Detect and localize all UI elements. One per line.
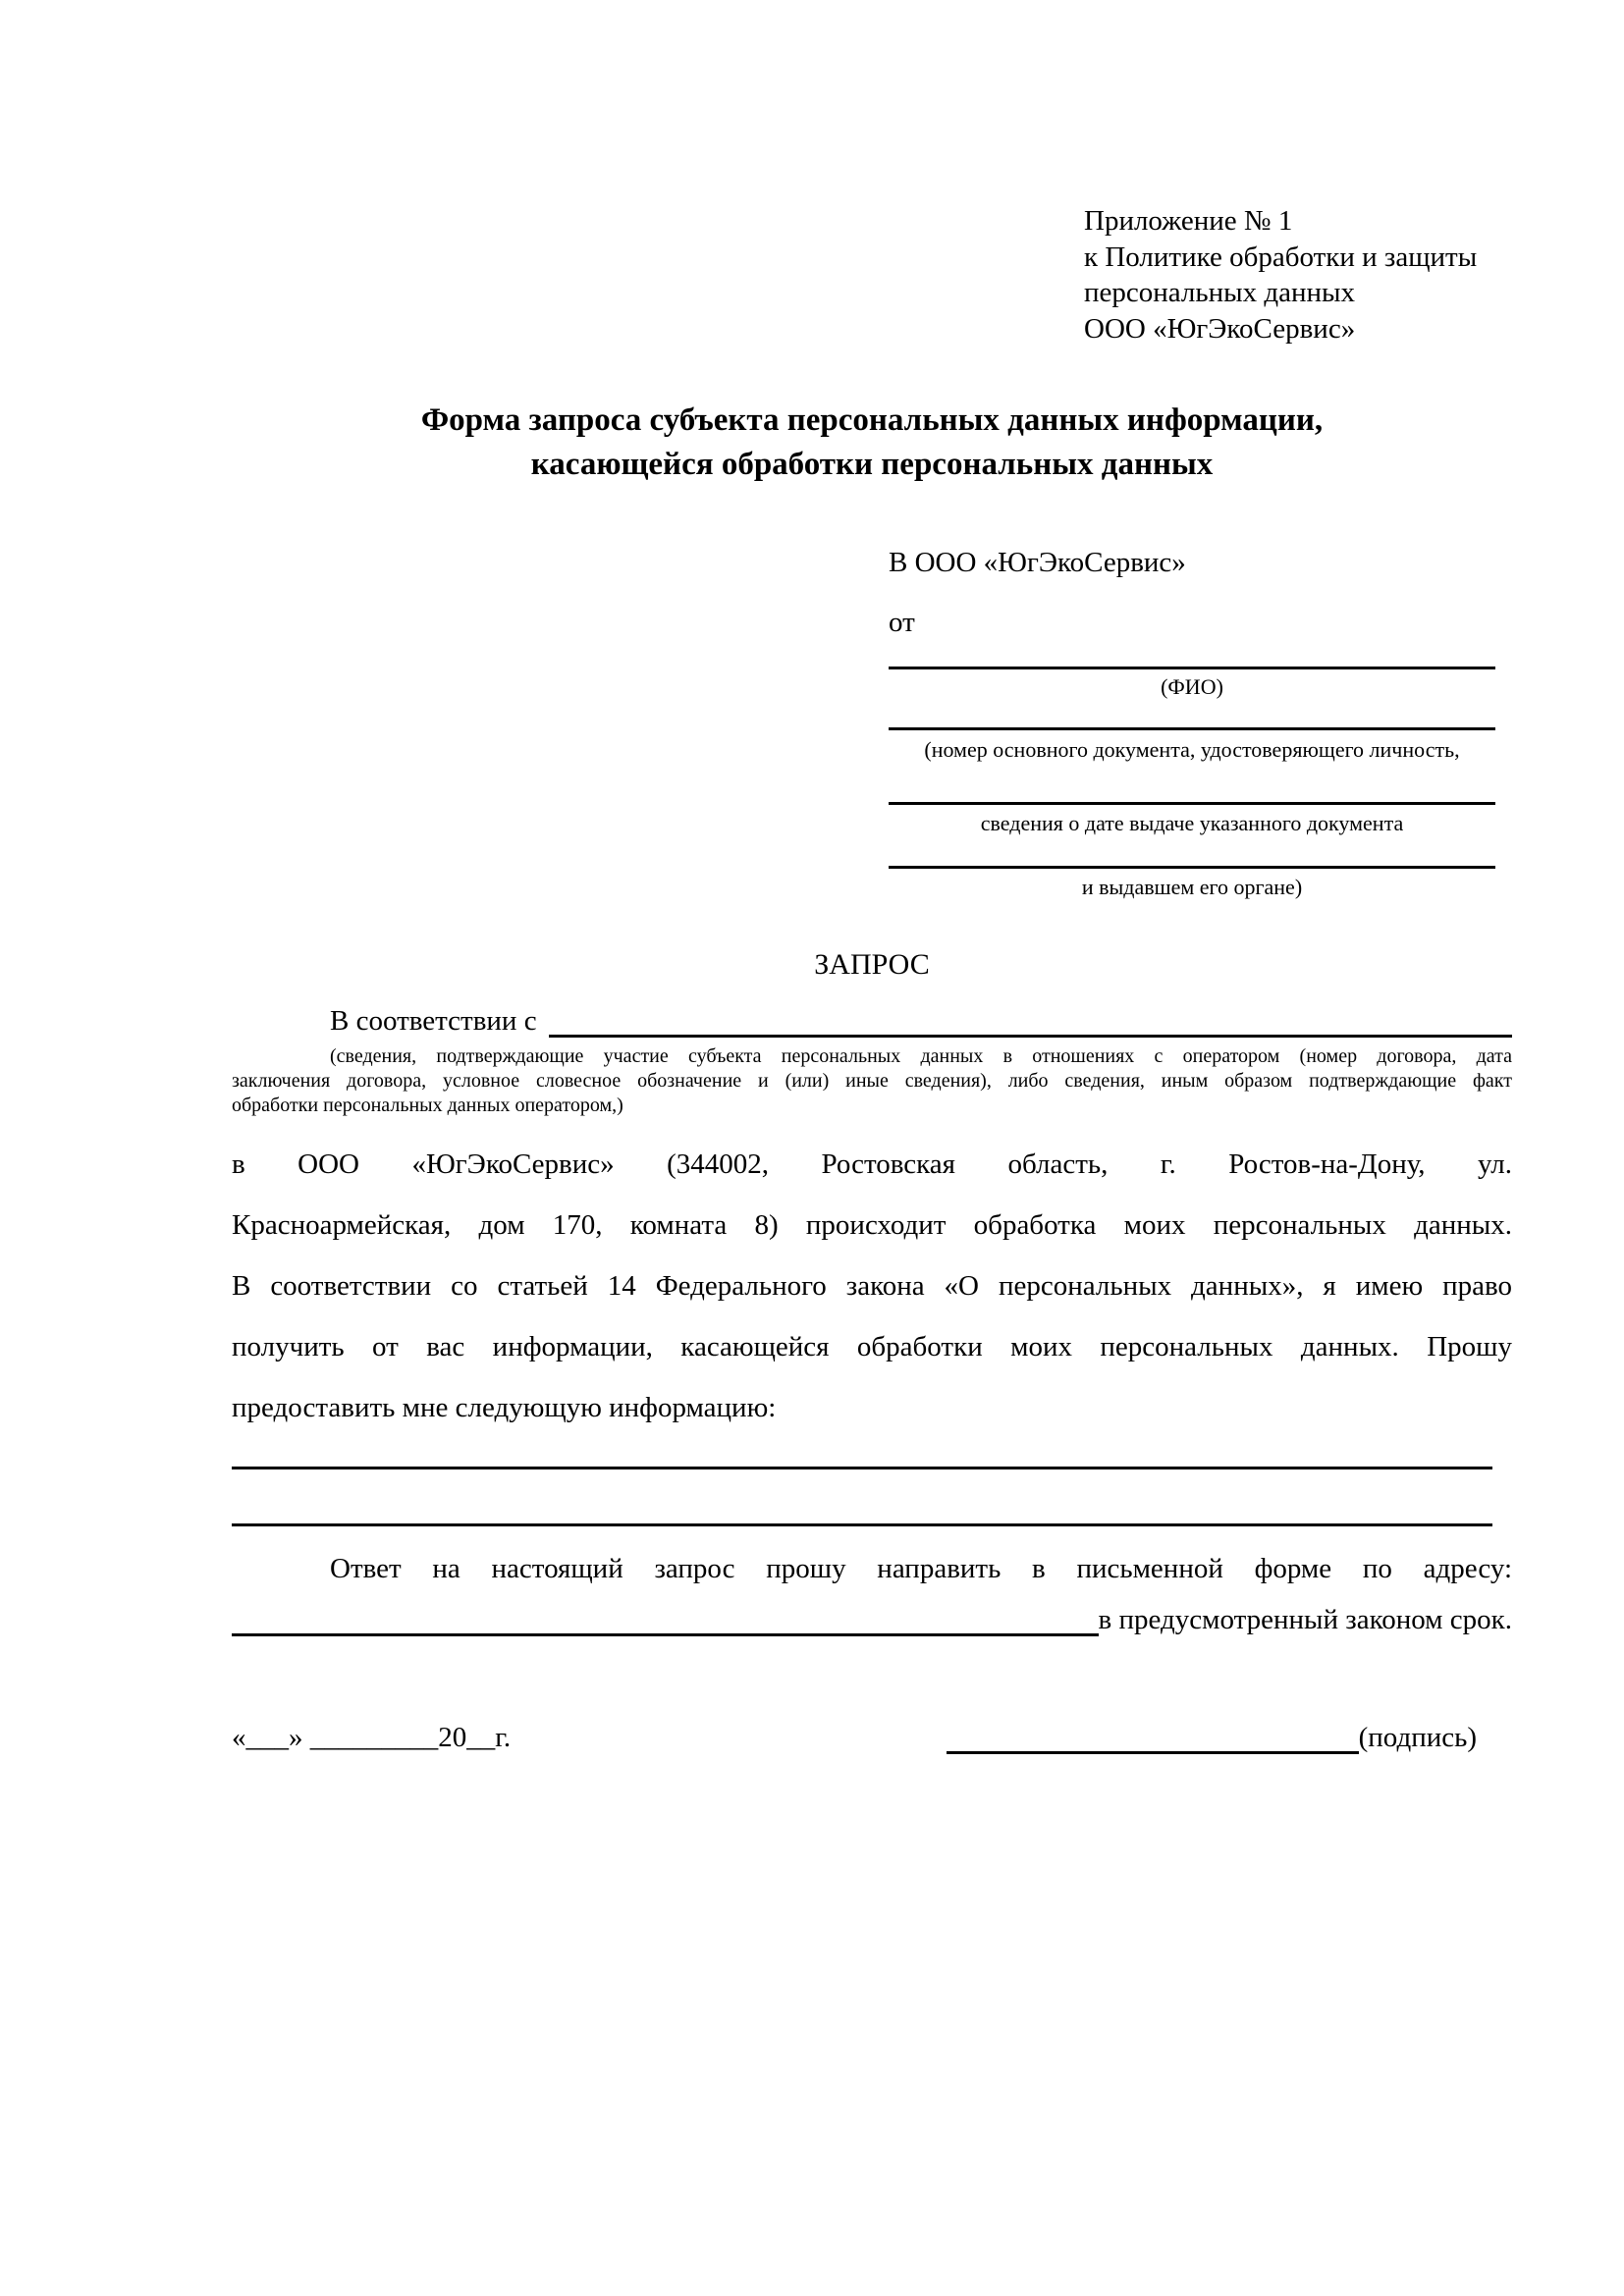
date-field: «___» _________20__г. (232, 1722, 512, 1753)
appendix-header-line: персональных данных (1084, 277, 1356, 308)
note-line: обработки персональных данных оператором,) (232, 1095, 623, 1116)
reply-request-text: Ответ на настоящий запрос прошу направить в письменной форме по адресу: (330, 1553, 1512, 1584)
address-field-line (232, 1598, 1099, 1636)
issue-date-field-caption: сведения о дате выдаче указанного документа (980, 811, 1404, 835)
basis-field-line (549, 999, 1512, 1038)
body-line: в ООО «ЮгЭкоСервис» (344002, Ростовская область, г. Ростов-на-Дону, ул. (232, 1148, 1512, 1180)
address-row (232, 1598, 1512, 1641)
signature-field-line (947, 1716, 1359, 1754)
appendix-header-line: ООО «ЮгЭкоСервис» (1084, 312, 1356, 345)
reply-suffix-label: в предусмотренный законом срок. (1098, 1604, 1512, 1635)
appendix-header-line: к Политике обработки и защиты (1084, 240, 1478, 273)
info-field-line (232, 1523, 1492, 1526)
document-title-line: касающейся обработки персональных данных (530, 447, 1214, 482)
request-body (232, 1134, 1512, 1438)
footer-row (232, 1716, 1512, 1759)
note-line: заключения договора, условное словесное обозначение и (или) иные сведения), либо сведения, иным образом подтверждающие факт (232, 1070, 1512, 1092)
fio-field-caption: (ФИО) (1161, 674, 1223, 699)
signature-caption: (подпись) (1358, 1722, 1477, 1753)
recipient-to: В ООО «ЮгЭкоСервис» (889, 547, 1186, 578)
info-field-line (232, 1467, 1492, 1469)
doc-number-field-line (889, 727, 1495, 730)
fio-field-line (889, 667, 1495, 669)
issuing-authority-field-caption: и выдавшем его органе) (1081, 875, 1303, 899)
document-title-line: Форма запроса субъекта персональных данных информации, (420, 402, 1324, 438)
note-line: (сведения, подтверждающие участие субъекта персональных данных в отношениях с оператором (номер договора, дата (330, 1045, 1512, 1067)
appendix-header (1084, 203, 1536, 347)
issuing-authority-field-line (889, 866, 1495, 869)
document-title (232, 399, 1512, 487)
intro-row (232, 999, 1512, 1042)
request-heading: ЗАПРОС (814, 948, 930, 981)
issue-date-field-line (889, 802, 1495, 805)
doc-number-field-caption: (номер основного документа, удостоверяющего личность, (924, 737, 1460, 762)
footer-spacer (511, 1716, 946, 1759)
appendix-header-line: Приложение № 1 (1084, 205, 1293, 237)
note-text (232, 1044, 1512, 1118)
recipient-from-label: от (889, 607, 915, 638)
body-line: Красноармейская, дом 170, комната 8) происходит обработка моих персональных данных. (232, 1209, 1512, 1241)
body-line: получить от вас информации, касающейся обработки моих персональных данных. Прошу (232, 1331, 1512, 1362)
body-line: предоставить мне следующую информацию: (232, 1392, 777, 1423)
body-line: В соответствии со статьей 14 Федерального закона «О персональных данных», я имею право (232, 1270, 1512, 1302)
intro-prefix-label: В соответствии с (330, 1005, 537, 1037)
